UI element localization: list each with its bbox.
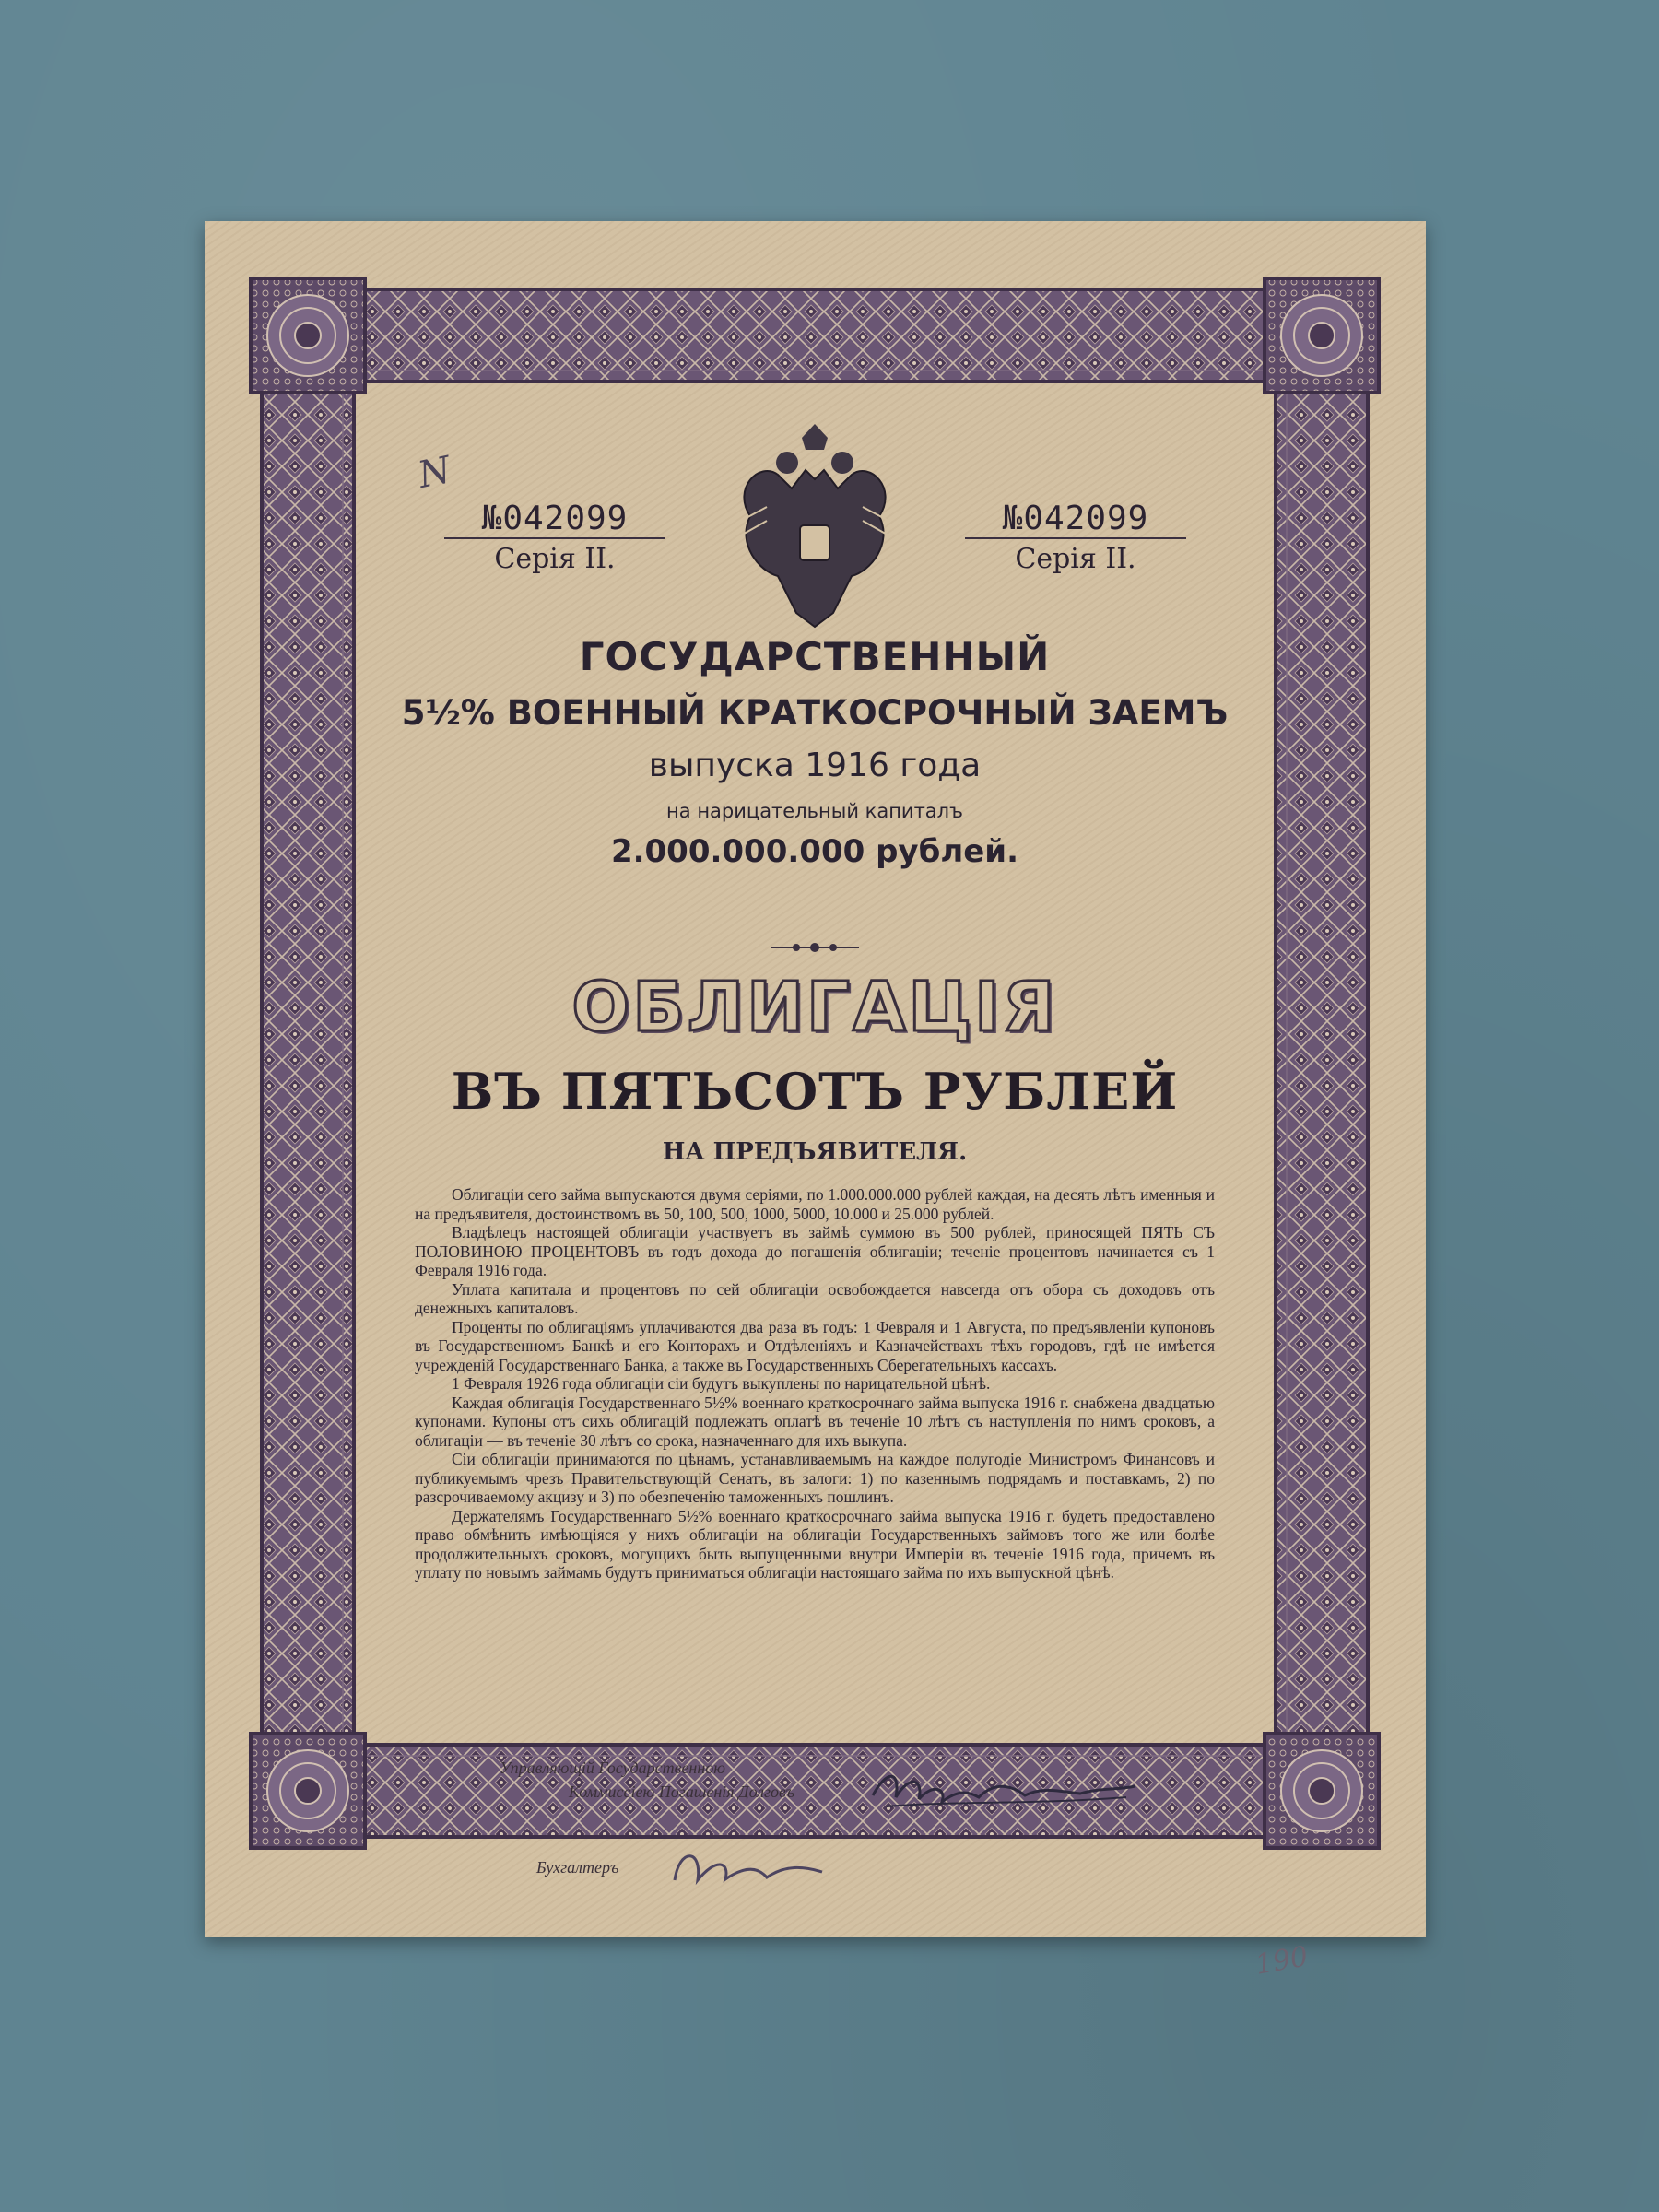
title-line-1: ГОСУДАРСТВЕННЫЙ <box>579 634 1051 679</box>
title-line-4: на нарицательный капиталъ <box>666 800 963 822</box>
accountant-label: Бухгалтеръ <box>536 1858 619 1877</box>
title-line-5: 2.000.000.000 рублей. <box>610 833 1019 870</box>
double-headed-eagle-emblem <box>739 424 890 627</box>
terms-paragraph: Проценты по облигаціямъ уплачиваются два раза въ годъ: 1 Февраля и 1 Августа, по предъявленіи купоновъ въ Государственномъ Банкѣ и его Конторахъ и Отдѣленіяхъ и Казначействахъ тѣхъ городовъ, гдѣ не имѣется учрежденій Государственнаго Банка, а также въ Государственныхъ Сберегательныхъ кассахъ. <box>415 1317 1215 1374</box>
corner-rosette-bottom-left <box>251 1734 365 1848</box>
corner-rosette-bottom-right <box>1265 1734 1379 1848</box>
terms-paragraph: Уплата капитала и процентовъ по сей облигаціи освобождается навсегда отъ обора съ доходовъ отъ денежныхъ капиталовъ. <box>415 1279 1215 1317</box>
terms-text <box>415 1185 1215 1583</box>
series-left: Серія II. <box>494 543 616 575</box>
title-line-2: 5½% ВОЕННЫЙ КРАТКОСРОЧНЫЙ ЗАЕМЪ <box>401 693 1229 733</box>
serial-number-right: №042099 <box>965 500 1186 539</box>
divider-ornament <box>771 943 859 952</box>
terms-paragraph: Каждая облигація Государственнаго 5½% военнаго краткосрочнаго займа выпуска 1916 г. снабжена двадцатью купонами. Купоны отъ сихъ облигацій подлежатъ оплатѣ въ теченіе 10 лѣтъ съ наступленія по нимъ сроковъ, а облигаціи — въ теченіе 30 лѣтъ со срока, назначеннаго для ихъ выкупа. <box>415 1393 1215 1450</box>
terms-paragraph: Владѣлецъ настоящей облигаціи участвуетъ въ займѣ суммою въ 500 рублей, приносящей ПЯТЬ СЪ ПОЛОВИНОЮ ПРОЦЕНТОВЪ въ годъ дохода до погашенія облигаціи; теченіе процентовъ начинается съ 1 Февраля 1916 года. <box>415 1223 1215 1279</box>
pencil-mark-bottom: 190 <box>1253 1940 1311 1982</box>
signer-title-1: Управляющій Государственною <box>500 1759 725 1777</box>
signature-manager <box>868 1760 1145 1816</box>
serial-number-left: №042099 <box>444 500 665 539</box>
serial-block-left <box>444 500 665 575</box>
terms-paragraph: Держателямъ Государственнаго 5½% военнаго краткосрочнаго займа выпуска 1916 г. будетъ предоставлено право обмѣнить имѣющіяся у нихъ облигаціи на облигаціи Государственныхъ займовъ того же или болѣе продолжительныхъ сроковъ, могущихъ быть выпущенными внутри Имперіи въ теченіе 1916 года, причемъ въ уплату по новымъ займамъ будутъ приниматься облигаціи настоящаго займа по ихъ выпускной цѣнѣ. <box>415 1506 1215 1582</box>
signer-title-2: Коммиссіею Погашенія Долговъ <box>569 1783 794 1801</box>
title-line-3: выпуска 1916 года <box>648 747 982 784</box>
serial-block-right <box>965 500 1186 575</box>
denomination: ВЪ ПЯТЬСОТЪ РУБЛЕЙ <box>451 1062 1179 1121</box>
series-right: Серія II. <box>1015 543 1136 575</box>
signature-accountant <box>665 1839 850 1894</box>
corner-rosette-top-right <box>1265 278 1379 393</box>
terms-paragraph: Сіи облигаціи принимаются по цѣнамъ, устанавливаемымъ на каждое полугодіе Министромъ Финансовъ и публикуемымъ чрезъ Правительствующій Сенатъ, въ залоги: 1) по казеннымъ подрядамъ и поставкамъ, 2) по разсрочиваемому акцизу и 3) по обезпеченію таможенныхъ пошлинъ. <box>415 1450 1215 1506</box>
bond-certificate <box>205 221 1426 1982</box>
terms-paragraph: Облигаціи сего займа выпускаются двумя серіями, по 1.000.000.000 рублей каждая, на десять лѣтъ именныя и на предъявителя, достоинствомъ въ 50, 100, 500, 1000, 5000, 10.000 и 25.000 рублей. <box>415 1185 1215 1223</box>
bond-word: ОБЛИГАЦІЯ <box>571 968 1058 1047</box>
corner-rosette-top-left <box>251 278 365 393</box>
terms-paragraph: 1 Февраля 1926 года облигаціи сіи будутъ выкуплены по нарицательной цѣнѣ. <box>452 1374 991 1393</box>
pencil-mark-top: N <box>414 448 455 498</box>
bearer-line: НА ПРЕДЪЯВИТЕЛЯ. <box>662 1138 968 1166</box>
